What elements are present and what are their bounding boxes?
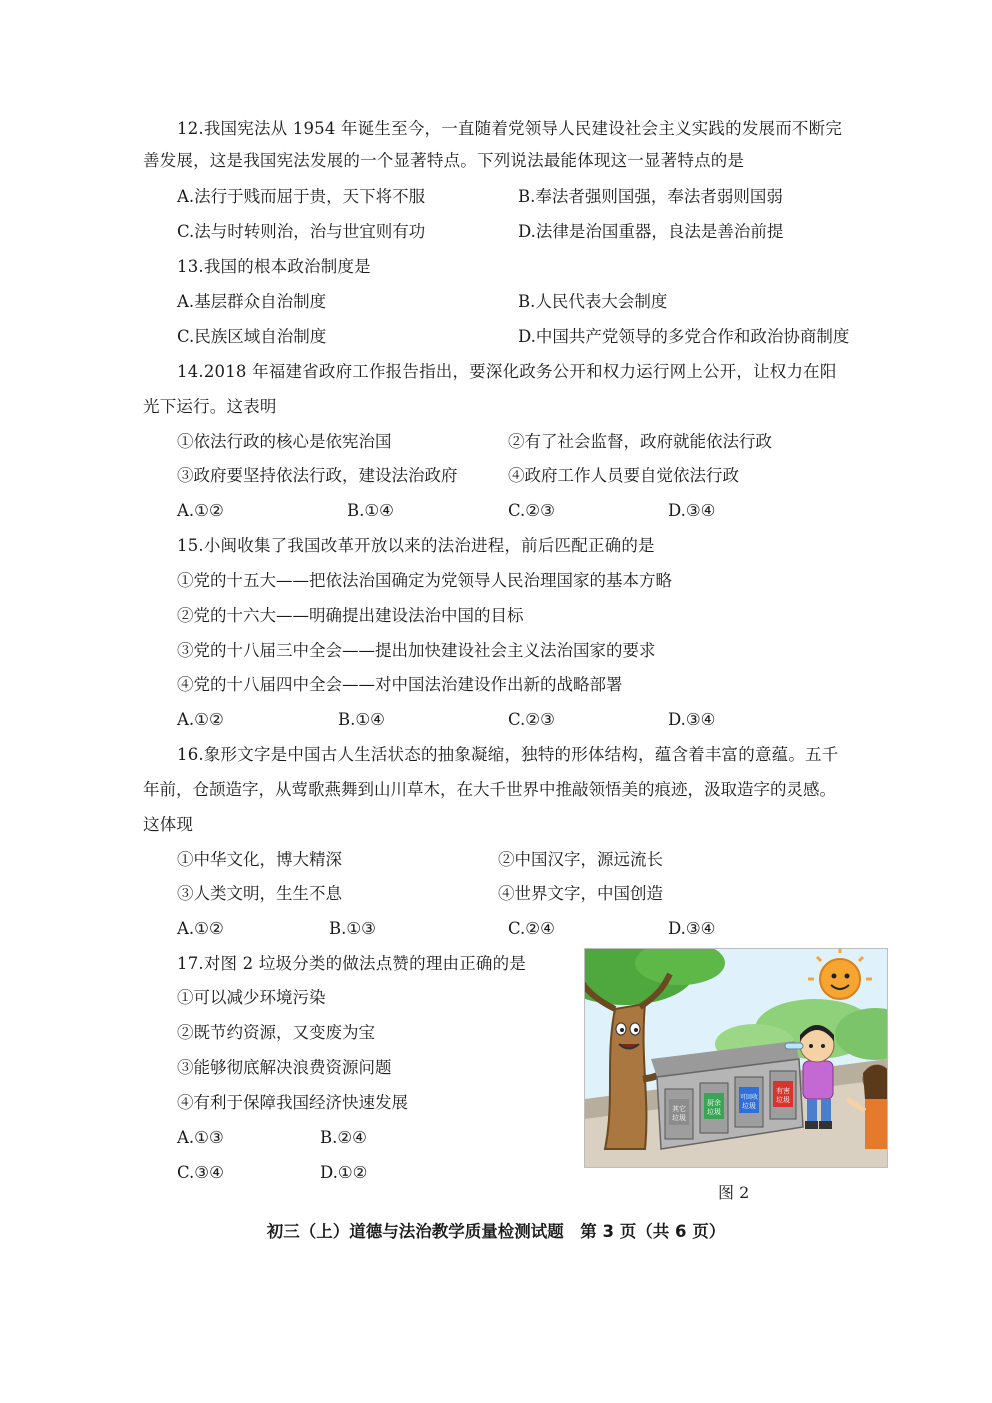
q13-option-d: D.中国共产党领导的多党合作和政治协商制度 <box>518 327 850 346</box>
figure-2-caption: 图 2 <box>718 1183 750 1202</box>
q16-option-a: A.①② <box>177 919 224 938</box>
q16-option-c: C.②④ <box>508 919 555 938</box>
q17-statement-4: ④有利于保障我国经济快速发展 <box>177 1093 408 1112</box>
figure-2-garbage-sorting <box>584 948 888 1168</box>
q15-statement-2: ②党的十六大——明确提出建设法治中国的目标 <box>177 606 524 625</box>
svg-text:垃圾: 垃圾 <box>707 1108 721 1116</box>
q14-option-b: B.①④ <box>347 501 394 520</box>
svg-text:垃圾: 垃圾 <box>672 1114 686 1122</box>
q15-option-a: A.①② <box>177 710 224 729</box>
q15-option-b: B.①④ <box>338 710 385 729</box>
svg-text:其它: 其它 <box>672 1105 686 1113</box>
q16-statement-2: ②中国汉字，源远流长 <box>498 850 663 869</box>
q15-statement-3: ③党的十八届三中全会——提出加快建设社会主义法治国家的要求 <box>177 641 656 660</box>
svg-text:垃圾: 垃圾 <box>776 1096 790 1104</box>
q13-option-c: C.民族区域自治制度 <box>177 327 327 346</box>
q12-option-c: C.法与时转则治，治与世宜则有功 <box>177 222 426 241</box>
q16-stem-line2: 年前，仓颉造字，从莺歌燕舞到山川草木，在大千世界中推敲领悟美的痕迹，汲取造字的灵感。 <box>143 780 836 799</box>
q14-statement-2: ②有了社会监督，政府就能依法行政 <box>508 432 772 451</box>
q12-stem-line1: 12.我国宪法从 1954 年诞生至今，一直随着党领导人民建设社会主义实践的发展而不断完 <box>177 119 843 138</box>
q16-stem-line1: 16.象形文字是中国古人生活状态的抽象凝缩，独特的形体结构，蕴含着丰富的意蕴。五千 <box>177 745 839 764</box>
q13-option-a: A.基层群众自治制度 <box>177 292 327 311</box>
q13-option-b: B.人民代表大会制度 <box>518 292 668 311</box>
q14-statement-4: ④政府工作人员要自觉依法行政 <box>508 466 739 485</box>
q16-statement-1: ①中华文化，博大精深 <box>177 850 342 869</box>
q16-option-b: B.①③ <box>329 919 376 938</box>
q16-stem-line3: 这体现 <box>143 815 194 834</box>
q17-option-b: B.②④ <box>320 1128 367 1147</box>
q17-statement-1: ①可以减少环境污染 <box>177 988 326 1007</box>
q16-statement-4: ④世界文字，中国创造 <box>498 884 663 903</box>
q14-option-a: A.①② <box>177 501 224 520</box>
q14-option-d: D.③④ <box>668 501 716 520</box>
cartoon-illustration <box>585 949 887 1167</box>
svg-text:可回收: 可回收 <box>739 1094 759 1101</box>
q12-option-a: A.法行于贱而屈于贵，天下将不服 <box>177 187 426 206</box>
svg-text:有害: 有害 <box>776 1087 790 1095</box>
q15-option-d: D.③④ <box>668 710 716 729</box>
svg-text:厨余: 厨余 <box>707 1099 721 1107</box>
q13-stem: 13.我国的根本政治制度是 <box>177 257 371 276</box>
q15-stem: 15.小闽收集了我国改革开放以来的法治进程，前后匹配正确的是 <box>177 536 655 555</box>
svg-text:垃圾: 垃圾 <box>742 1102 756 1110</box>
q14-statement-3: ③政府要坚持依法行政，建设法治政府 <box>177 466 458 485</box>
q17-option-d: D.①② <box>320 1163 368 1182</box>
page-footer: 初三（上）道德与法治教学质量检测试题 第 3 页（共 6 页） <box>266 1222 726 1241</box>
q15-statement-1: ①党的十五大——把依法治国确定为党领导人民治理国家的基本方略 <box>177 571 672 590</box>
q12-stem-line2: 善发展，这是我国宪法发展的一个显著特点。下列说法最能体现这一显著特点的是 <box>143 151 745 170</box>
q12-option-d: D.法律是治国重器，良法是善治前提 <box>518 222 784 241</box>
q12-option-b: B.奉法者强则国强，奉法者弱则国弱 <box>518 187 783 206</box>
q14-stem-line1: 14.2018 年福建省政府工作报告指出，要深化政务公开和权力运行网上公开，让权力在阳 <box>177 362 837 381</box>
q15-option-c: C.②③ <box>508 710 555 729</box>
q15-statement-4: ④党的十八届四中全会——对中国法治建设作出新的战略部署 <box>177 675 623 694</box>
q16-statement-3: ③人类文明，生生不息 <box>177 884 342 903</box>
q14-stem-line2: 光下运行。这表明 <box>143 397 277 416</box>
q17-option-a: A.①③ <box>177 1128 224 1147</box>
q14-option-c: C.②③ <box>508 501 555 520</box>
q17-stem: 17.对图 2 垃圾分类的做法点赞的理由正确的是 <box>177 954 527 973</box>
q17-option-c: C.③④ <box>177 1163 224 1182</box>
q17-statement-2: ②既节约资源，又变废为宝 <box>177 1023 375 1042</box>
q17-statement-3: ③能够彻底解决浪费资源问题 <box>177 1058 392 1077</box>
q14-statement-1: ①依法行政的核心是依宪治国 <box>177 432 392 451</box>
q16-option-d: D.③④ <box>668 919 716 938</box>
